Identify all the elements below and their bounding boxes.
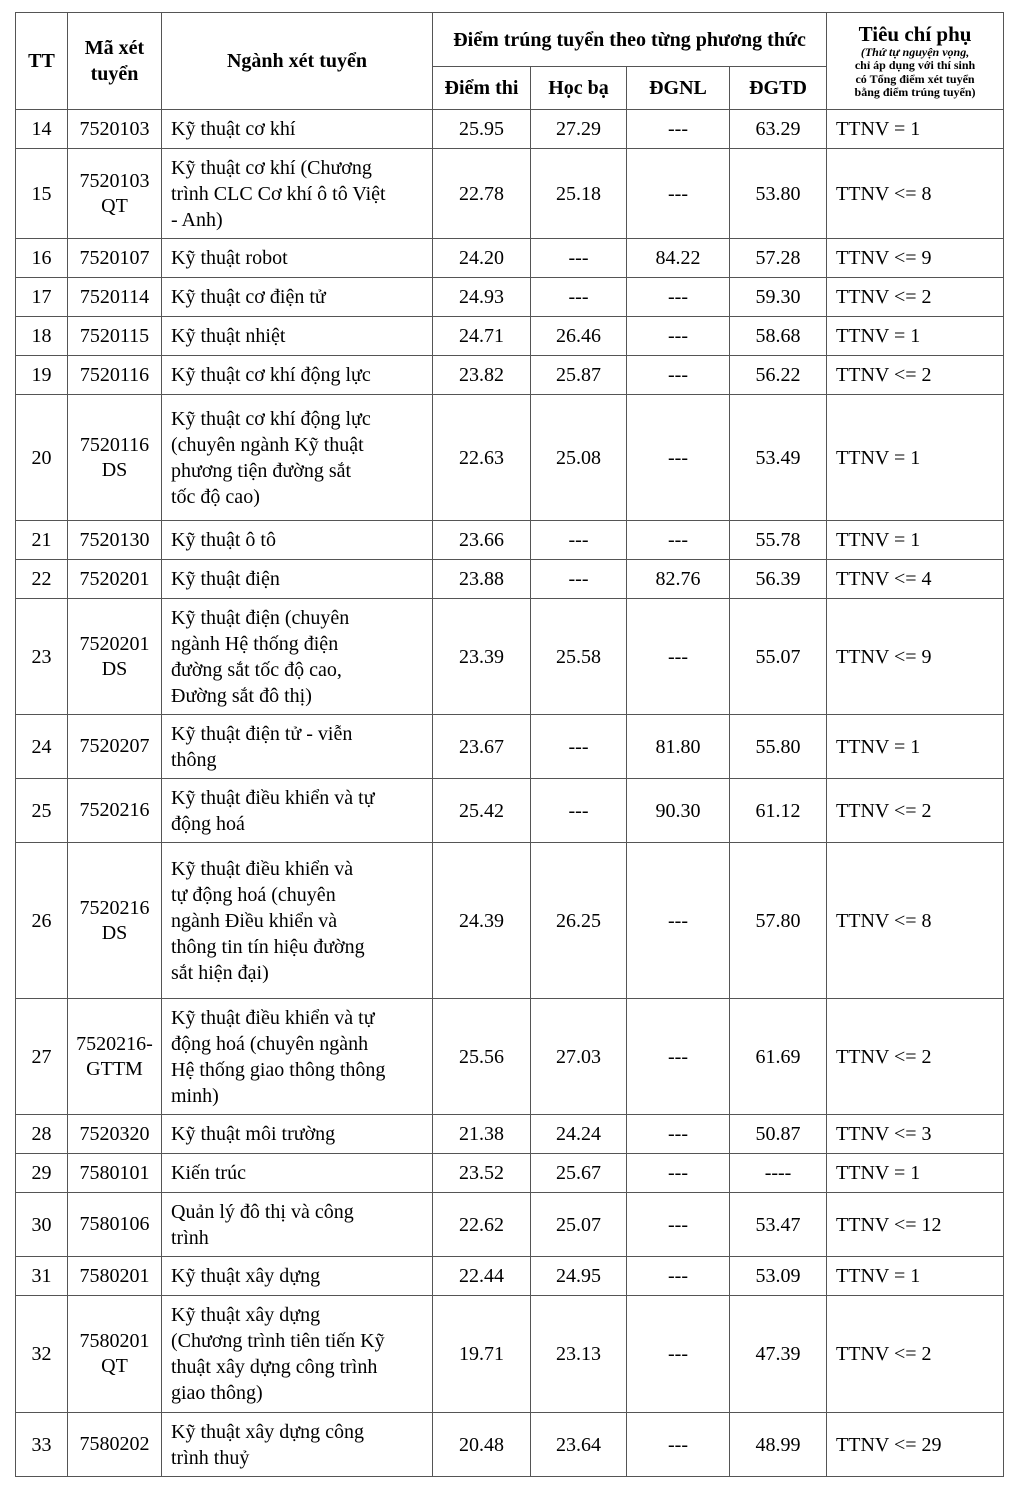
table-header [16, 13, 1004, 110]
cell-transcript: --- [531, 715, 627, 779]
table-row [16, 1154, 1004, 1193]
cell-criteria: TTNV <= 12 [827, 1193, 1004, 1257]
cell-dgnl: 90.30 [627, 779, 730, 843]
cell-major-line: thông tin tín hiệu đường [171, 935, 365, 958]
cell-code-line: 7520115 [79, 324, 150, 347]
cell-dgtd: 53.80 [730, 149, 827, 239]
cell-criteria: TTNV = 1 [827, 110, 1004, 149]
cell-transcript: 27.03 [531, 999, 627, 1115]
cell-dgnl: 81.80 [627, 715, 730, 779]
cell-exam: 24.71 [433, 317, 531, 356]
cell-code [68, 999, 162, 1115]
cell-major-line: Kỹ thuật xây dựng [171, 1304, 321, 1326]
cell-tt: 25 [16, 779, 68, 843]
cell-code-line: 7520116 [79, 363, 150, 386]
cell-major [162, 779, 433, 843]
cell-code-line: 7520207 [79, 735, 150, 757]
cell-dgtd: 57.28 [730, 239, 827, 278]
cell-major-line: Kỹ thuật cơ khí động lực [171, 364, 371, 386]
cell-exam: 22.62 [433, 1193, 531, 1257]
cell-major [162, 599, 433, 715]
cell-major-line: động hoá [171, 812, 245, 835]
cell-code-line: 7520107 [79, 246, 150, 269]
cell-tt: 16 [16, 239, 68, 278]
cell-code-line: 7520216 [79, 799, 150, 821]
cell-major-line: Kỹ thuật xây dựng [171, 1265, 321, 1287]
cell-tt: 24 [16, 715, 68, 779]
cell-major [162, 1115, 433, 1154]
table-row [16, 278, 1004, 317]
cell-code-line: 7580101 [79, 1161, 150, 1184]
cell-code [68, 356, 162, 395]
admission-scores-table [15, 12, 1004, 1477]
header-major: Ngành xét tuyển [162, 13, 433, 110]
cell-major-line: phương tiện đường sắt [171, 459, 352, 482]
cell-transcript: --- [531, 239, 627, 278]
cell-major-line: Kỹ thuật nhiệt [171, 325, 286, 347]
cell-major [162, 1257, 433, 1296]
cell-major [162, 278, 433, 317]
cell-transcript: 25.67 [531, 1154, 627, 1193]
cell-transcript: 24.24 [531, 1115, 627, 1154]
cell-code-line: 7580106 [79, 1213, 150, 1235]
cell-exam: 23.52 [433, 1154, 531, 1193]
cell-exam: 19.71 [433, 1296, 531, 1413]
cell-major-line: Kiến trúc [171, 1162, 246, 1184]
cell-major-line: trình CLC Cơ khí ô tô Việt [171, 182, 386, 205]
cell-transcript: 25.08 [531, 395, 627, 521]
cell-code-line: 7580201 [79, 1264, 150, 1287]
cell-code [68, 110, 162, 149]
header-criteria [827, 13, 1004, 110]
cell-dgnl: --- [627, 356, 730, 395]
cell-criteria: TTNV = 1 [827, 715, 1004, 779]
cell-criteria: TTNV = 1 [827, 1257, 1004, 1296]
cell-dgnl: --- [627, 1413, 730, 1477]
cell-dgnl: 84.22 [627, 239, 730, 278]
cell-dgnl: --- [627, 395, 730, 521]
header-code-line2: tuyển [90, 63, 139, 85]
cell-major-line: Kỹ thuật robot [171, 247, 288, 269]
cell-exam: 22.63 [433, 395, 531, 521]
cell-code [68, 149, 162, 239]
cell-major-line: Kỹ thuật cơ khí (Chương [171, 156, 372, 179]
cell-criteria: TTNV <= 8 [827, 149, 1004, 239]
cell-code [68, 843, 162, 999]
cell-dgtd: 50.87 [730, 1115, 827, 1154]
cell-criteria: TTNV <= 2 [827, 779, 1004, 843]
cell-code-line: 7520320 [79, 1122, 150, 1145]
table-row [16, 149, 1004, 239]
cell-tt: 21 [16, 521, 68, 560]
cell-transcript: --- [531, 560, 627, 599]
cell-tt: 31 [16, 1257, 68, 1296]
cell-criteria: TTNV <= 2 [827, 999, 1004, 1115]
cell-code [68, 1115, 162, 1154]
cell-dgnl: --- [627, 1257, 730, 1296]
table-row [16, 317, 1004, 356]
cell-major [162, 1193, 433, 1257]
cell-code-line: 7520216 [79, 896, 150, 919]
cell-major [162, 395, 433, 521]
cell-tt: 22 [16, 560, 68, 599]
cell-major-line: Kỹ thuật cơ khí động lực [171, 407, 371, 430]
cell-criteria: TTNV = 1 [827, 395, 1004, 521]
cell-code [68, 1154, 162, 1193]
cell-criteria: TTNV <= 4 [827, 560, 1004, 599]
table-row [16, 715, 1004, 779]
cell-tt: 23 [16, 599, 68, 715]
table-row [16, 1296, 1004, 1413]
cell-dgnl: --- [627, 1154, 730, 1193]
cell-transcript: 23.64 [531, 1413, 627, 1477]
cell-code-line: 7520216- [76, 1032, 153, 1055]
cell-major-line: đường sắt tốc độ cao, [171, 658, 342, 681]
cell-dgtd: 55.80 [730, 715, 827, 779]
cell-criteria: TTNV <= 2 [827, 1296, 1004, 1413]
cell-criteria: TTNV <= 2 [827, 356, 1004, 395]
table-row [16, 999, 1004, 1115]
cell-code [68, 560, 162, 599]
cell-major-line: minh) [171, 1084, 219, 1107]
cell-code [68, 1413, 162, 1477]
cell-exam: 22.44 [433, 1257, 531, 1296]
cell-tt: 30 [16, 1193, 68, 1257]
cell-dgnl: --- [627, 317, 730, 356]
cell-code-line: 7520103 [79, 117, 150, 140]
cell-transcript: 25.58 [531, 599, 627, 715]
cell-code-line: QT [101, 1355, 128, 1377]
cell-dgnl: --- [627, 999, 730, 1115]
table-row [16, 1193, 1004, 1257]
table-row [16, 239, 1004, 278]
cell-major-line: - Anh) [171, 208, 223, 231]
cell-criteria: TTNV = 1 [827, 317, 1004, 356]
cell-dgnl: --- [627, 843, 730, 999]
cell-dgnl: --- [627, 149, 730, 239]
cell-transcript: 26.46 [531, 317, 627, 356]
cell-dgtd: 53.47 [730, 1193, 827, 1257]
cell-code-line: 7520201 [79, 567, 150, 590]
cell-code [68, 1296, 162, 1413]
cell-exam: 23.88 [433, 560, 531, 599]
cell-code-line: 7520130 [79, 528, 150, 551]
table-row [16, 1257, 1004, 1296]
cell-major [162, 521, 433, 560]
cell-code [68, 599, 162, 715]
cell-tt: 26 [16, 843, 68, 999]
header-tt: TT [16, 13, 68, 110]
cell-transcript: 23.13 [531, 1296, 627, 1413]
cell-major-line: Kỹ thuật điện tử - viễn [171, 722, 353, 745]
cell-criteria: TTNV <= 9 [827, 239, 1004, 278]
cell-code-line: DS [101, 657, 128, 680]
cell-major-line: Kỹ thuật điện (chuyên [171, 606, 350, 629]
cell-criteria: TTNV <= 8 [827, 843, 1004, 999]
cell-criteria: TTNV <= 3 [827, 1115, 1004, 1154]
cell-major [162, 560, 433, 599]
cell-major [162, 1154, 433, 1193]
cell-major [162, 317, 433, 356]
cell-major [162, 1296, 433, 1413]
cell-criteria: TTNV = 1 [827, 1154, 1004, 1193]
cell-major-line: sắt hiện đại) [171, 961, 269, 984]
cell-exam: 22.78 [433, 149, 531, 239]
table-row [16, 599, 1004, 715]
cell-transcript: --- [531, 521, 627, 560]
cell-dgtd: 55.78 [730, 521, 827, 560]
cell-dgtd: 58.68 [730, 317, 827, 356]
cell-tt: 20 [16, 395, 68, 521]
cell-code-line: DS [101, 458, 128, 481]
cell-transcript: 25.07 [531, 1193, 627, 1257]
cell-tt: 19 [16, 356, 68, 395]
cell-major-line: trình thuỷ [171, 1446, 250, 1469]
cell-criteria: TTNV <= 9 [827, 599, 1004, 715]
header-dgtd: ĐGTD [730, 67, 827, 110]
cell-exam: 24.93 [433, 278, 531, 317]
cell-major-line: Hệ thống giao thông thông [171, 1058, 386, 1081]
cell-major-line: giao thông) [171, 1382, 263, 1404]
header-scores-group: Điểm trúng tuyển theo từng phương thức [433, 13, 827, 67]
cell-code-line: 7580201 [79, 1330, 150, 1352]
cell-major-line: động hoá (chuyên ngành [171, 1032, 369, 1055]
cell-code [68, 715, 162, 779]
cell-dgnl: --- [627, 278, 730, 317]
cell-dgtd: 56.39 [730, 560, 827, 599]
cell-transcript: --- [531, 278, 627, 317]
cell-transcript: --- [531, 779, 627, 843]
cell-major-line: Kỹ thuật xây dựng công [171, 1420, 365, 1443]
cell-major-line: ngành Hệ thống điện [171, 632, 339, 655]
header-exam: Điểm thi [433, 67, 531, 110]
cell-major [162, 239, 433, 278]
cell-tt: 15 [16, 149, 68, 239]
cell-code-line: 7520103 [79, 169, 150, 192]
cell-dgtd: ---- [730, 1154, 827, 1193]
cell-code-line: 7520116 [79, 433, 150, 456]
table-row [16, 521, 1004, 560]
cell-major-line: Kỹ thuật điều khiển và tự [171, 786, 375, 809]
header-criteria-note-4: bằng điểm trúng tuyển) [854, 84, 976, 99]
cell-major [162, 149, 433, 239]
cell-dgtd: 56.22 [730, 356, 827, 395]
cell-transcript: 27.29 [531, 110, 627, 149]
cell-exam: 25.95 [433, 110, 531, 149]
cell-exam: 21.38 [433, 1115, 531, 1154]
cell-dgnl: --- [627, 110, 730, 149]
cell-tt: 18 [16, 317, 68, 356]
cell-code [68, 779, 162, 843]
cell-dgtd: 53.09 [730, 1257, 827, 1296]
cell-dgtd: 57.80 [730, 843, 827, 999]
header-criteria-title: Tiêu chí phụ [858, 22, 972, 47]
table-body [16, 110, 1004, 1477]
cell-code-line: 7520201 [79, 632, 150, 655]
cell-criteria: TTNV <= 2 [827, 278, 1004, 317]
cell-tt: 29 [16, 1154, 68, 1193]
cell-major-line: tốc độ cao) [171, 485, 260, 508]
cell-code [68, 1257, 162, 1296]
cell-dgnl: --- [627, 599, 730, 715]
cell-major-line: Kỹ thuật điều khiển và tự [171, 1006, 375, 1029]
cell-dgnl: 82.76 [627, 560, 730, 599]
cell-tt: 17 [16, 278, 68, 317]
table-row [16, 1413, 1004, 1477]
cell-major-line: (Chương trình tiên tiến Kỹ [171, 1330, 385, 1352]
cell-major-line: ngành Điều khiển và [171, 909, 338, 932]
cell-transcript: 25.87 [531, 356, 627, 395]
cell-dgnl: --- [627, 1296, 730, 1413]
cell-transcript: 26.25 [531, 843, 627, 999]
cell-transcript: 24.95 [531, 1257, 627, 1296]
cell-tt: 14 [16, 110, 68, 149]
cell-tt: 28 [16, 1115, 68, 1154]
header-criteria-note-1: (Thứ tự nguyện vọng, [860, 45, 970, 60]
cell-major-line: Kỹ thuật điều khiển và [171, 857, 354, 880]
cell-dgtd: 48.99 [730, 1413, 827, 1477]
cell-major [162, 1413, 433, 1477]
table-row [16, 843, 1004, 999]
cell-code-line: GTTM [86, 1057, 143, 1080]
cell-major-line: Kỹ thuật môi trường [171, 1123, 336, 1145]
cell-exam: 23.39 [433, 599, 531, 715]
cell-major-line: thông [171, 748, 217, 771]
cell-dgnl: --- [627, 1193, 730, 1257]
header-code-line1: Mã xét [84, 37, 145, 59]
cell-exam: 23.82 [433, 356, 531, 395]
cell-exam: 25.42 [433, 779, 531, 843]
header-criteria-note-2: chỉ áp dụng với thí sinh [854, 58, 976, 73]
cell-major-line: Đường sắt đô thị) [171, 684, 312, 707]
cell-exam: 20.48 [433, 1413, 531, 1477]
cell-major [162, 999, 433, 1115]
table-row [16, 395, 1004, 521]
cell-major-line: Kỹ thuật cơ khí [171, 118, 296, 140]
cell-code [68, 395, 162, 521]
cell-tt: 27 [16, 999, 68, 1115]
cell-major-line: Kỹ thuật ô tô [171, 529, 276, 551]
cell-dgnl: --- [627, 521, 730, 560]
cell-major [162, 356, 433, 395]
cell-dgtd: 61.12 [730, 779, 827, 843]
table-row [16, 779, 1004, 843]
cell-code [68, 278, 162, 317]
table-row [16, 1115, 1004, 1154]
header-code [68, 13, 162, 110]
cell-major-line: trình [171, 1226, 209, 1249]
cell-dgtd: 47.39 [730, 1296, 827, 1413]
cell-code [68, 239, 162, 278]
header-transcript: Học bạ [531, 67, 627, 110]
cell-major-line: thuật xây dựng công trình [171, 1356, 378, 1378]
cell-exam: 23.66 [433, 521, 531, 560]
cell-exam: 24.20 [433, 239, 531, 278]
cell-criteria: TTNV <= 29 [827, 1413, 1004, 1477]
cell-exam: 25.56 [433, 999, 531, 1115]
table-row [16, 356, 1004, 395]
cell-dgtd: 59.30 [730, 278, 827, 317]
cell-exam: 23.67 [433, 715, 531, 779]
header-dgnl: ĐGNL [627, 67, 730, 110]
cell-major-line: tự động hoá (chuyên [171, 883, 336, 906]
cell-dgtd: 63.29 [730, 110, 827, 149]
cell-code-line: DS [101, 921, 128, 944]
cell-dgtd: 61.69 [730, 999, 827, 1115]
cell-major [162, 843, 433, 999]
cell-tt: 32 [16, 1296, 68, 1413]
cell-exam: 24.39 [433, 843, 531, 999]
cell-criteria: TTNV = 1 [827, 521, 1004, 560]
cell-code-line: 7580202 [79, 1433, 150, 1455]
cell-major [162, 715, 433, 779]
cell-major [162, 110, 433, 149]
cell-major-line: Quản lý đô thị và công [171, 1200, 354, 1223]
cell-code-line: QT [101, 194, 128, 217]
cell-dgtd: 53.49 [730, 395, 827, 521]
cell-dgnl: --- [627, 1115, 730, 1154]
cell-code [68, 521, 162, 560]
cell-major-line: (chuyên ngành Kỹ thuật [171, 433, 364, 456]
cell-tt: 33 [16, 1413, 68, 1477]
table-row [16, 110, 1004, 149]
cell-major-line: Kỹ thuật điện [171, 568, 280, 590]
table-row [16, 560, 1004, 599]
cell-code-line: 7520114 [79, 285, 150, 308]
cell-dgtd: 55.07 [730, 599, 827, 715]
header-criteria-note-3: có Tổng điểm xét tuyển [855, 71, 975, 86]
cell-code [68, 1193, 162, 1257]
cell-code [68, 317, 162, 356]
cell-transcript: 25.18 [531, 149, 627, 239]
cell-major-line: Kỹ thuật cơ điện tử [171, 286, 326, 308]
